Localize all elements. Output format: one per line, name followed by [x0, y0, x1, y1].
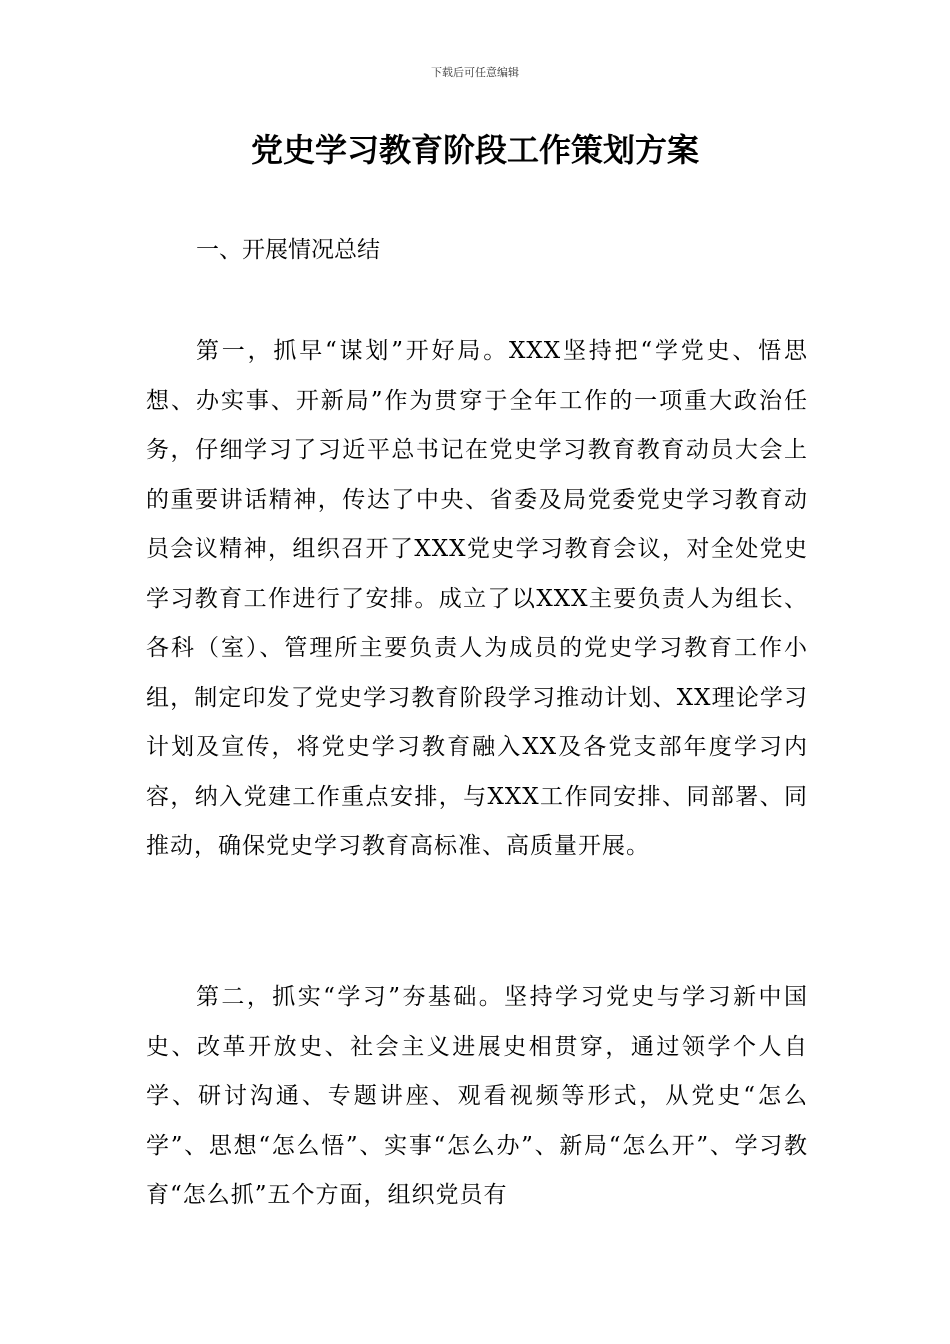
section-heading: 一、开展情况总结 [196, 237, 380, 263]
body-paragraph: 第一，抓早“谋划”开好局。XXX坚持把“学党史、悟思想、办实事、开新局”作为贯穿于全年工作的一项重大政治任务，仔细学习了习近平总书记在党史学习教育教育动员大会上的重要讲话精神，传达了中央、省委及局党委党史学习教育动员会议精神，组织召开了XXX党史学习教育会议，对全处党史学习教育工作进行了安排。成立了以XXX主要负责人为组长、各科（室）、管理所主要负责人为成员的党史学习教育工作小组，制定印发了党史学习教育阶段学习推动计划、XX理论学习计划及宣传，将党史学习教育融入XX及各党支部年度学习内容，纳入党建工作重点安排，与XXX工作同安排、同部署、同推动，确保党史学习教育高标准、高质量开展。 [146, 338, 808, 859]
document-title: 党史学习教育阶段工作策划方案 [250, 131, 699, 169]
header-note: 下载后可任意编辑 [431, 66, 519, 79]
body-paragraph: 第二，抓实“学习”夯基础。坚持学习党史与学习新中国史、改革开放史、社会主义进展史相贯穿，通过领学个人自学、研讨沟通、专题讲座、观看视频等形式，从党史“怎么学”、思想“怎么悟”、实事“怎么办”、新局“怎么开”、学习教育“怎么抓”五个方面，组织党员有 [146, 984, 808, 1208]
